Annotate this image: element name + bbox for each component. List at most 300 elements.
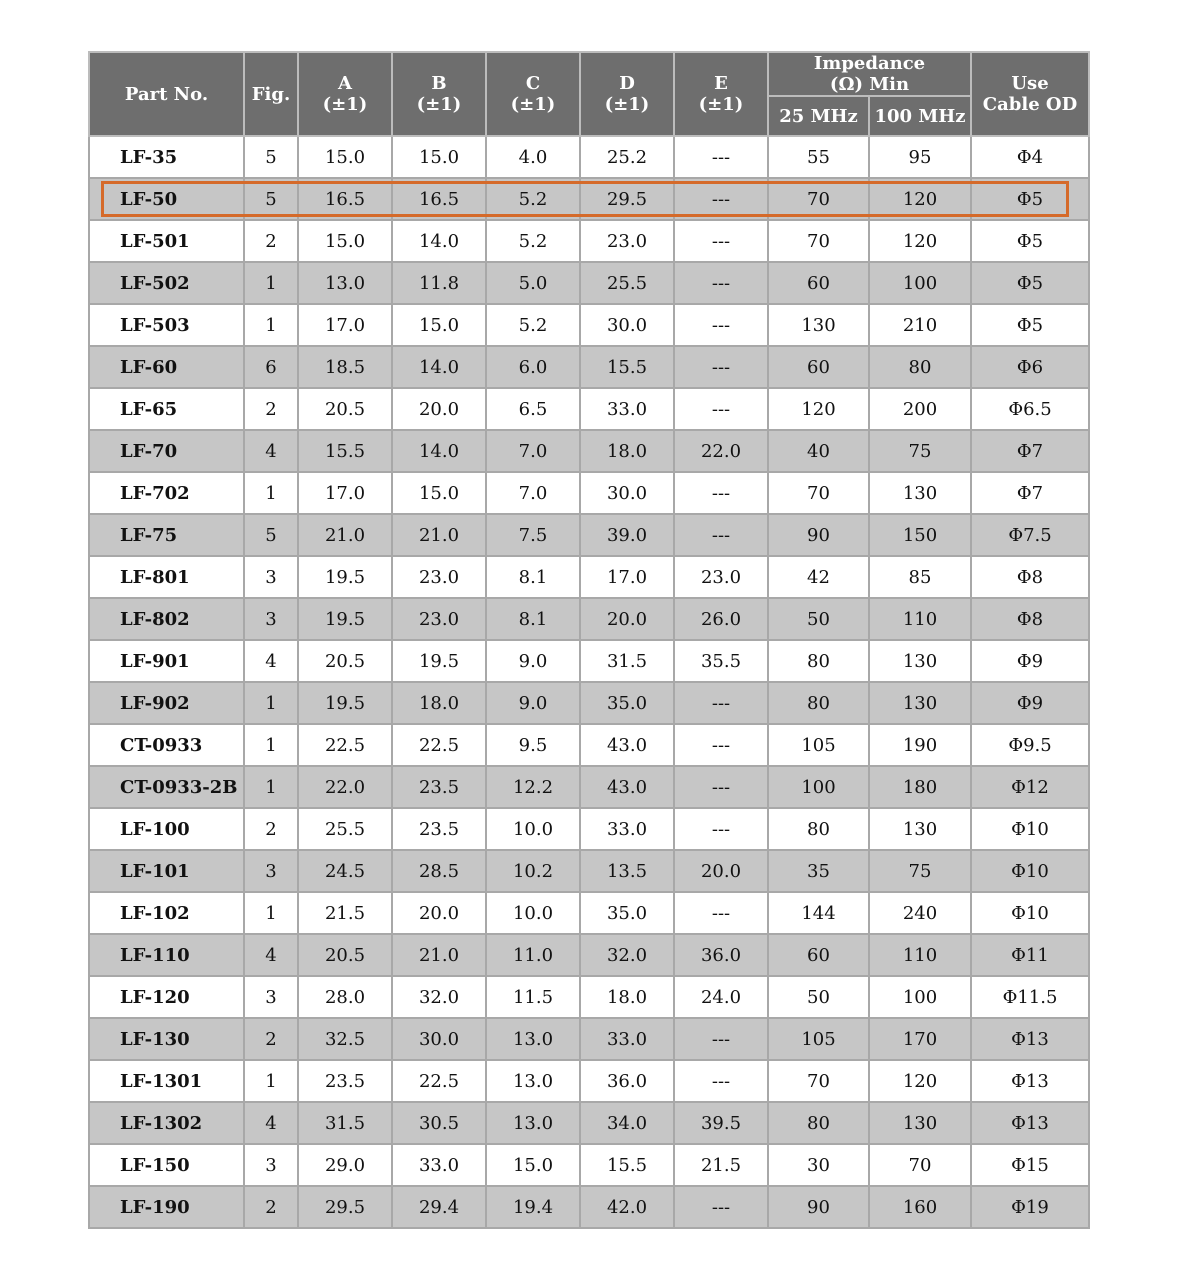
cell-b: 15.0	[392, 136, 486, 178]
cell-impedance-25mhz: 30	[768, 1144, 869, 1186]
table-row	[89, 850, 1089, 892]
cell-impedance-25mhz: 100	[768, 766, 869, 808]
cell-c: 5.2	[486, 304, 580, 346]
cell-e: ---	[674, 514, 768, 556]
cell-part-no: LF-60	[89, 346, 244, 388]
cell-b: 16.5	[392, 178, 486, 220]
cell-b: 32.0	[392, 976, 486, 1018]
cell-cable-od: Φ13	[971, 1102, 1089, 1144]
table-row	[89, 934, 1089, 976]
cell-cable-od: Φ10	[971, 808, 1089, 850]
cell-impedance-25mhz: 144	[768, 892, 869, 934]
cell-d: 30.0	[580, 304, 674, 346]
header-use-line1: Use	[1011, 73, 1049, 94]
cell-d: 17.0	[580, 556, 674, 598]
cell-c: 5.0	[486, 262, 580, 304]
cell-d: 25.2	[580, 136, 674, 178]
cell-b: 23.5	[392, 766, 486, 808]
cell-cable-od: Φ5	[971, 262, 1089, 304]
table-row	[89, 1186, 1089, 1228]
cell-part-no: LF-102	[89, 892, 244, 934]
cell-part-no: LF-101	[89, 850, 244, 892]
cell-b: 14.0	[392, 430, 486, 472]
cell-a: 28.0	[298, 976, 392, 1018]
cell-c: 8.1	[486, 556, 580, 598]
table-row	[89, 556, 1089, 598]
cell-cable-od: Φ4	[971, 136, 1089, 178]
cell-a: 13.0	[298, 262, 392, 304]
cell-a: 20.5	[298, 640, 392, 682]
cell-c: 4.0	[486, 136, 580, 178]
cell-impedance-25mhz: 40	[768, 430, 869, 472]
cell-impedance-25mhz: 80	[768, 808, 869, 850]
cell-d: 13.5	[580, 850, 674, 892]
cell-e: 26.0	[674, 598, 768, 640]
cell-impedance-25mhz: 90	[768, 514, 869, 556]
header-b-label: B	[431, 73, 447, 94]
cell-c: 8.1	[486, 598, 580, 640]
cell-impedance-100mhz: 130	[869, 640, 971, 682]
cell-d: 23.0	[580, 220, 674, 262]
cell-c: 6.0	[486, 346, 580, 388]
cell-impedance-25mhz: 80	[768, 640, 869, 682]
cell-cable-od: Φ11.5	[971, 976, 1089, 1018]
cell-impedance-25mhz: 80	[768, 1102, 869, 1144]
cell-d: 42.0	[580, 1186, 674, 1228]
cell-c: 10.2	[486, 850, 580, 892]
table-body	[89, 136, 1089, 1228]
cell-e: ---	[674, 388, 768, 430]
table-header	[89, 52, 1089, 136]
cell-fig: 1	[244, 682, 298, 724]
cell-fig: 1	[244, 892, 298, 934]
header-a-tolerance: (±1)	[322, 94, 368, 115]
cell-impedance-25mhz: 70	[768, 1060, 869, 1102]
table-row	[89, 136, 1089, 178]
cell-a: 31.5	[298, 1102, 392, 1144]
header-d	[580, 52, 674, 136]
table-row	[89, 1060, 1089, 1102]
cell-a: 15.0	[298, 136, 392, 178]
cell-e: ---	[674, 724, 768, 766]
cell-a: 22.5	[298, 724, 392, 766]
cell-impedance-100mhz: 240	[869, 892, 971, 934]
header-e-label: E	[714, 73, 728, 94]
cell-e: 21.5	[674, 1144, 768, 1186]
cell-part-no: CT-0933	[89, 724, 244, 766]
table-row	[89, 640, 1089, 682]
cell-cable-od: Φ10	[971, 850, 1089, 892]
cell-part-no: LF-100	[89, 808, 244, 850]
cell-part-no: LF-130	[89, 1018, 244, 1060]
cell-part-no: LF-501	[89, 220, 244, 262]
cell-fig: 4	[244, 640, 298, 682]
cell-impedance-100mhz: 100	[869, 262, 971, 304]
cell-part-no: LF-35	[89, 136, 244, 178]
cell-d: 32.0	[580, 934, 674, 976]
cell-impedance-100mhz: 120	[869, 1060, 971, 1102]
cell-fig: 1	[244, 724, 298, 766]
cell-impedance-25mhz: 50	[768, 976, 869, 1018]
cell-c: 13.0	[486, 1102, 580, 1144]
cell-c: 9.5	[486, 724, 580, 766]
cell-d: 34.0	[580, 1102, 674, 1144]
cell-fig: 2	[244, 1018, 298, 1060]
cell-a: 23.5	[298, 1060, 392, 1102]
cell-fig: 4	[244, 430, 298, 472]
cell-d: 18.0	[580, 976, 674, 1018]
header-impedance-line1: Impedance	[813, 53, 926, 74]
cell-impedance-25mhz: 60	[768, 346, 869, 388]
header-d-label: D	[619, 73, 635, 94]
cell-impedance-25mhz: 70	[768, 178, 869, 220]
cell-e: ---	[674, 1018, 768, 1060]
cell-b: 11.8	[392, 262, 486, 304]
header-impedance-line2: (Ω) Min	[829, 74, 910, 95]
cell-a: 17.0	[298, 472, 392, 514]
cell-a: 15.0	[298, 220, 392, 262]
cell-a: 21.5	[298, 892, 392, 934]
cell-a: 20.5	[298, 388, 392, 430]
cell-cable-od: Φ7	[971, 430, 1089, 472]
cell-part-no: LF-802	[89, 598, 244, 640]
cell-fig: 2	[244, 388, 298, 430]
cell-part-no: LF-901	[89, 640, 244, 682]
cell-c: 10.0	[486, 808, 580, 850]
cell-cable-od: Φ12	[971, 766, 1089, 808]
cell-cable-od: Φ10	[971, 892, 1089, 934]
cell-part-no: LF-150	[89, 1144, 244, 1186]
cell-d: 43.0	[580, 766, 674, 808]
cell-cable-od: Φ9	[971, 682, 1089, 724]
cell-impedance-100mhz: 85	[869, 556, 971, 598]
cell-a: 29.5	[298, 1186, 392, 1228]
cell-e: ---	[674, 262, 768, 304]
cell-impedance-100mhz: 200	[869, 388, 971, 430]
cell-part-no: LF-65	[89, 388, 244, 430]
cell-b: 33.0	[392, 1144, 486, 1186]
table-row	[89, 1018, 1089, 1060]
cell-cable-od: Φ7.5	[971, 514, 1089, 556]
cell-fig: 3	[244, 976, 298, 1018]
table-row	[89, 388, 1089, 430]
cell-c: 9.0	[486, 640, 580, 682]
table-row	[89, 472, 1089, 514]
table-row	[89, 808, 1089, 850]
cell-e: ---	[674, 892, 768, 934]
header-use-line2: Cable OD	[982, 94, 1078, 115]
cell-e: ---	[674, 766, 768, 808]
cell-impedance-100mhz: 100	[869, 976, 971, 1018]
cell-b: 30.0	[392, 1018, 486, 1060]
cell-fig: 2	[244, 1186, 298, 1228]
cell-impedance-100mhz: 130	[869, 682, 971, 724]
cell-b: 21.0	[392, 514, 486, 556]
header-a-label: A	[338, 73, 352, 94]
cell-a: 25.5	[298, 808, 392, 850]
cell-impedance-25mhz: 70	[768, 220, 869, 262]
cell-fig: 3	[244, 850, 298, 892]
table-row	[89, 514, 1089, 556]
cell-cable-od: Φ8	[971, 556, 1089, 598]
cell-c: 13.0	[486, 1060, 580, 1102]
cell-a: 18.5	[298, 346, 392, 388]
cell-d: 35.0	[580, 682, 674, 724]
cell-cable-od: Φ7	[971, 472, 1089, 514]
cell-impedance-100mhz: 150	[869, 514, 971, 556]
cell-b: 22.5	[392, 1060, 486, 1102]
cell-impedance-100mhz: 130	[869, 1102, 971, 1144]
cell-cable-od: Φ6.5	[971, 388, 1089, 430]
cell-cable-od: Φ9	[971, 640, 1089, 682]
cell-fig: 1	[244, 304, 298, 346]
cell-d: 15.5	[580, 346, 674, 388]
cell-d: 29.5	[580, 178, 674, 220]
cell-e: 20.0	[674, 850, 768, 892]
cell-b: 30.5	[392, 1102, 486, 1144]
cell-a: 21.0	[298, 514, 392, 556]
parts-table-container	[88, 51, 1088, 1229]
cell-b: 20.0	[392, 388, 486, 430]
cell-d: 31.5	[580, 640, 674, 682]
cell-impedance-100mhz: 160	[869, 1186, 971, 1228]
cell-d: 33.0	[580, 388, 674, 430]
cell-b: 14.0	[392, 220, 486, 262]
cell-c: 12.2	[486, 766, 580, 808]
header-100mhz: 100 MHz	[869, 96, 971, 136]
cell-impedance-25mhz: 120	[768, 388, 869, 430]
header-e-tolerance: (±1)	[698, 94, 744, 115]
cell-impedance-25mhz: 35	[768, 850, 869, 892]
cell-c: 15.0	[486, 1144, 580, 1186]
cell-impedance-100mhz: 75	[869, 850, 971, 892]
cell-e: 36.0	[674, 934, 768, 976]
cell-a: 20.5	[298, 934, 392, 976]
cell-e: 23.0	[674, 556, 768, 598]
cell-part-no: CT-0933-2B	[89, 766, 244, 808]
cell-part-no: LF-801	[89, 556, 244, 598]
cell-a: 22.0	[298, 766, 392, 808]
cell-b: 20.0	[392, 892, 486, 934]
cell-c: 7.0	[486, 472, 580, 514]
header-d-tolerance: (±1)	[604, 94, 650, 115]
cell-d: 20.0	[580, 598, 674, 640]
table-row	[89, 346, 1089, 388]
cell-impedance-25mhz: 60	[768, 262, 869, 304]
header-fig: Fig.	[244, 52, 298, 136]
cell-a: 19.5	[298, 682, 392, 724]
cell-impedance-100mhz: 95	[869, 136, 971, 178]
cell-c: 7.5	[486, 514, 580, 556]
cell-fig: 3	[244, 1144, 298, 1186]
table-row	[89, 892, 1089, 934]
cell-fig: 4	[244, 1102, 298, 1144]
cell-impedance-25mhz: 105	[768, 1018, 869, 1060]
cell-c: 11.0	[486, 934, 580, 976]
cell-cable-od: Φ13	[971, 1018, 1089, 1060]
header-a	[298, 52, 392, 136]
cell-a: 24.5	[298, 850, 392, 892]
table-row	[89, 598, 1089, 640]
cell-e: 35.5	[674, 640, 768, 682]
cell-b: 15.0	[392, 304, 486, 346]
header-c-label: C	[525, 73, 541, 94]
table-row	[89, 304, 1089, 346]
cell-fig: 3	[244, 556, 298, 598]
cell-part-no: LF-110	[89, 934, 244, 976]
cell-fig: 5	[244, 136, 298, 178]
cell-impedance-25mhz: 130	[768, 304, 869, 346]
table-row	[89, 430, 1089, 472]
header-b	[392, 52, 486, 136]
cell-b: 23.5	[392, 808, 486, 850]
table-row	[89, 682, 1089, 724]
cell-d: 15.5	[580, 1144, 674, 1186]
cell-e: ---	[674, 808, 768, 850]
cell-impedance-100mhz: 70	[869, 1144, 971, 1186]
cell-cable-od: Φ6	[971, 346, 1089, 388]
cell-fig: 1	[244, 1060, 298, 1102]
cell-impedance-25mhz: 80	[768, 682, 869, 724]
cell-e: ---	[674, 1186, 768, 1228]
header-25mhz: 25 MHz	[768, 96, 869, 136]
cell-a: 17.0	[298, 304, 392, 346]
cell-b: 19.5	[392, 640, 486, 682]
cell-cable-od: Φ5	[971, 178, 1089, 220]
cell-c: 11.5	[486, 976, 580, 1018]
table-row	[89, 1144, 1089, 1186]
cell-impedance-25mhz: 60	[768, 934, 869, 976]
cell-d: 18.0	[580, 430, 674, 472]
cell-cable-od: Φ5	[971, 220, 1089, 262]
header-use-cable-od	[971, 52, 1089, 136]
cell-part-no: LF-75	[89, 514, 244, 556]
cell-e: ---	[674, 1060, 768, 1102]
cell-impedance-100mhz: 120	[869, 178, 971, 220]
cell-d: 30.0	[580, 472, 674, 514]
cell-e: 22.0	[674, 430, 768, 472]
cell-b: 23.0	[392, 598, 486, 640]
cell-part-no: LF-70	[89, 430, 244, 472]
table-row	[89, 220, 1089, 262]
cell-d: 35.0	[580, 892, 674, 934]
table-row	[89, 976, 1089, 1018]
cell-c: 13.0	[486, 1018, 580, 1060]
cell-cable-od: Φ8	[971, 598, 1089, 640]
cell-cable-od: Φ13	[971, 1060, 1089, 1102]
cell-cable-od: Φ15	[971, 1144, 1089, 1186]
table-row	[89, 1102, 1089, 1144]
cell-a: 16.5	[298, 178, 392, 220]
cell-impedance-25mhz: 50	[768, 598, 869, 640]
cell-fig: 5	[244, 514, 298, 556]
cell-c: 5.2	[486, 220, 580, 262]
cell-part-no: LF-190	[89, 1186, 244, 1228]
cell-cable-od: Φ5	[971, 304, 1089, 346]
cell-c: 19.4	[486, 1186, 580, 1228]
cell-e: ---	[674, 178, 768, 220]
cell-c: 10.0	[486, 892, 580, 934]
cell-part-no: LF-702	[89, 472, 244, 514]
table-row	[89, 766, 1089, 808]
cell-e: ---	[674, 136, 768, 178]
cell-impedance-100mhz: 190	[869, 724, 971, 766]
cell-part-no: LF-50	[89, 178, 244, 220]
cell-impedance-100mhz: 120	[869, 220, 971, 262]
cell-c: 6.5	[486, 388, 580, 430]
cell-d: 36.0	[580, 1060, 674, 1102]
header-c-tolerance: (±1)	[510, 94, 556, 115]
cell-impedance-25mhz: 70	[768, 472, 869, 514]
cell-impedance-100mhz: 210	[869, 304, 971, 346]
cell-b: 14.0	[392, 346, 486, 388]
cell-b: 15.0	[392, 472, 486, 514]
table-row	[89, 724, 1089, 766]
cell-impedance-100mhz: 130	[869, 808, 971, 850]
cell-d: 33.0	[580, 1018, 674, 1060]
cell-d: 39.0	[580, 514, 674, 556]
cell-cable-od: Φ11	[971, 934, 1089, 976]
cell-e: ---	[674, 472, 768, 514]
cell-fig: 2	[244, 220, 298, 262]
header-c	[486, 52, 580, 136]
cell-part-no: LF-1301	[89, 1060, 244, 1102]
cell-e: ---	[674, 682, 768, 724]
cell-impedance-100mhz: 75	[869, 430, 971, 472]
cell-fig: 1	[244, 766, 298, 808]
cell-fig: 1	[244, 472, 298, 514]
cell-part-no: LF-902	[89, 682, 244, 724]
table-row	[89, 262, 1089, 304]
cell-impedance-25mhz: 42	[768, 556, 869, 598]
cell-b: 23.0	[392, 556, 486, 598]
table-row	[89, 178, 1089, 220]
cell-impedance-100mhz: 110	[869, 598, 971, 640]
header-impedance	[768, 52, 971, 96]
cell-impedance-25mhz: 105	[768, 724, 869, 766]
cell-e: ---	[674, 346, 768, 388]
cell-cable-od: Φ9.5	[971, 724, 1089, 766]
header-b-tolerance: (±1)	[416, 94, 462, 115]
cell-d: 33.0	[580, 808, 674, 850]
cell-impedance-100mhz: 170	[869, 1018, 971, 1060]
cell-cable-od: Φ19	[971, 1186, 1089, 1228]
cell-a: 32.5	[298, 1018, 392, 1060]
header-part-no: Part No.	[89, 52, 244, 136]
cell-e: 39.5	[674, 1102, 768, 1144]
cell-part-no: LF-1302	[89, 1102, 244, 1144]
cell-impedance-100mhz: 80	[869, 346, 971, 388]
cell-c: 5.2	[486, 178, 580, 220]
cell-d: 25.5	[580, 262, 674, 304]
cell-impedance-25mhz: 55	[768, 136, 869, 178]
cell-a: 15.5	[298, 430, 392, 472]
cell-d: 43.0	[580, 724, 674, 766]
cell-fig: 5	[244, 178, 298, 220]
cell-part-no: LF-120	[89, 976, 244, 1018]
cell-b: 21.0	[392, 934, 486, 976]
cell-e: ---	[674, 220, 768, 262]
cell-fig: 3	[244, 598, 298, 640]
cell-a: 19.5	[298, 556, 392, 598]
cell-fig: 1	[244, 262, 298, 304]
cell-e: 24.0	[674, 976, 768, 1018]
parts-spec-table	[88, 51, 1090, 1229]
header-e	[674, 52, 768, 136]
cell-b: 22.5	[392, 724, 486, 766]
cell-impedance-100mhz: 110	[869, 934, 971, 976]
cell-c: 7.0	[486, 430, 580, 472]
